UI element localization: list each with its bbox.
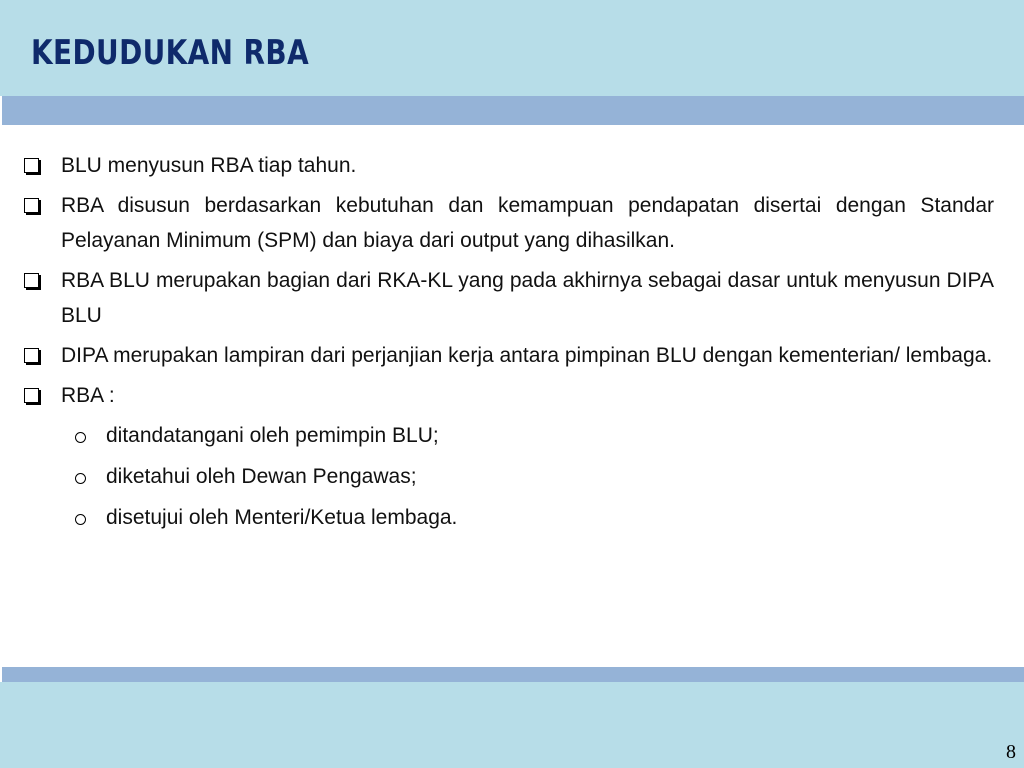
bullet-item	[22, 148, 994, 183]
circle-bullet-icon	[75, 432, 86, 443]
checkbox-bullet-icon	[24, 388, 39, 403]
checkbox-bullet-icon	[24, 198, 39, 213]
sub-bullet-text: ditandatangani oleh pemimpin BLU;	[106, 424, 439, 447]
bullet-text: RBA :	[61, 384, 115, 407]
header-band	[0, 0, 1024, 96]
circle-bullet-icon	[75, 514, 86, 525]
sub-bullet-text: diketahui oleh Dewan Pengawas;	[106, 465, 417, 488]
checkbox-bullet-icon	[24, 348, 39, 363]
sub-bullet-list	[22, 418, 994, 535]
bullet-item	[22, 338, 994, 373]
sub-bullet-item	[22, 459, 994, 494]
footer-band	[0, 682, 1024, 768]
bullet-text: BLU menyusun RBA tiap tahun.	[61, 154, 357, 177]
footer-stripe	[2, 667, 1024, 682]
sub-bullet-item	[22, 418, 994, 453]
checkbox-bullet-icon	[24, 273, 39, 288]
header-stripe	[2, 96, 1024, 125]
page-number: 8	[1006, 741, 1016, 763]
bullet-list	[22, 148, 994, 541]
slide-title: KEDUDUKAN RBA	[31, 33, 310, 73]
bullet-item	[22, 263, 994, 333]
checkbox-bullet-icon	[24, 158, 39, 173]
sub-bullet-text: disetujui oleh Menteri/Ketua lembaga.	[106, 506, 458, 529]
bullet-text: RBA BLU merupakan bagian dari RKA-KL yang pada akhirnya sebagai dasar untuk menyusun DIPA BLU	[61, 269, 994, 327]
bullet-item	[22, 188, 994, 258]
bullet-text: DIPA merupakan lampiran dari perjanjian kerja antara pimpinan BLU dengan kementerian/ lembaga.	[61, 344, 993, 367]
circle-bullet-icon	[75, 473, 86, 484]
bullet-item	[22, 378, 994, 413]
sub-bullet-item	[22, 500, 994, 535]
bullet-text: RBA disusun berdasarkan kebutuhan dan kemampuan pendapatan disertai dengan Standar Pelayanan Minimum (SPM) dan biaya dari output yang dihasilkan.	[61, 194, 994, 252]
